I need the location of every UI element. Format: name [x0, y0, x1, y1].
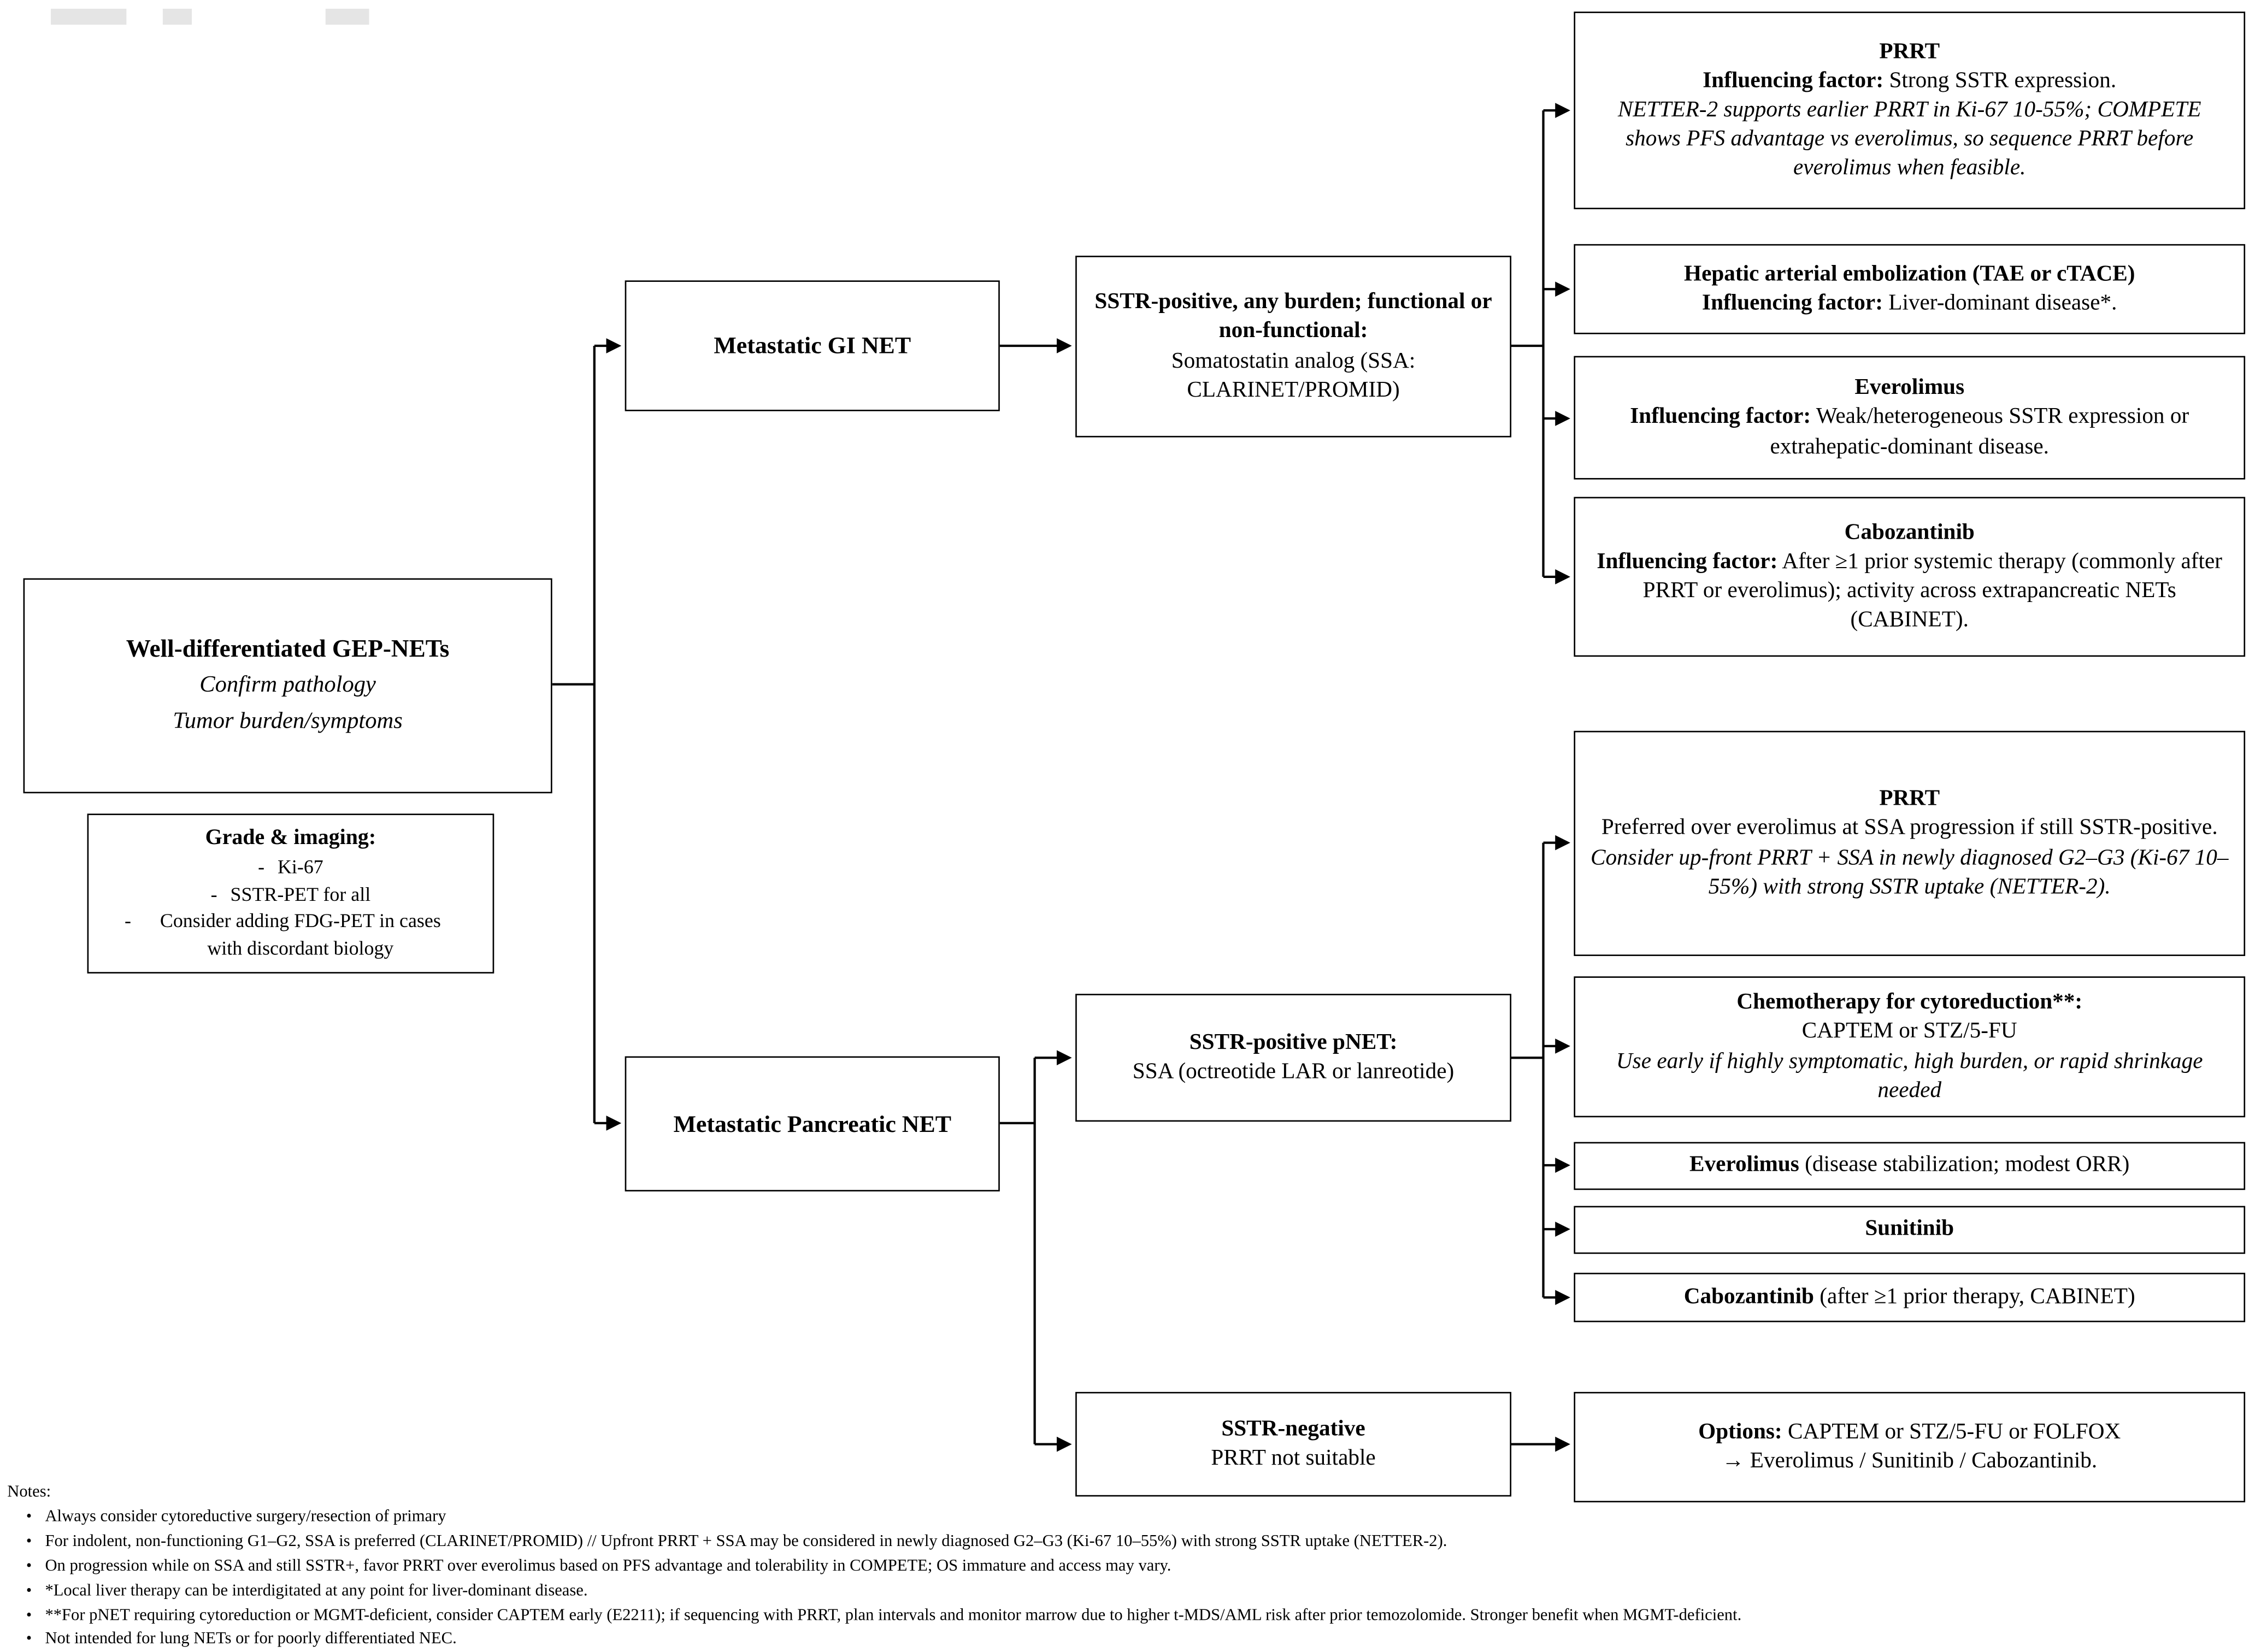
pnet-chemo-title: Chemotherapy for cytoreduction**: — [1736, 989, 2083, 1014]
grade-imaging-title: Grade & imaging: — [205, 827, 376, 851]
pnet-chemo-body: CAPTEM or STZ/5-FU — [1801, 1019, 2017, 1044]
pnet-sunitinib-label: Sunitinib — [1865, 1217, 1954, 1242]
pnet-chemo-note: Use early if highly symptomatic, high burden, or rapid shrinkage needed — [1616, 1048, 2203, 1102]
pnet-outcome-everolimus-box — [1574, 1142, 2245, 1190]
gi-everolimus-factor-line — [1588, 403, 2231, 462]
root-title: Well-differentiated GEP-NETs — [126, 635, 450, 663]
gi-cabozantinib-title: Cabozantinib — [1844, 520, 1975, 545]
gi-everolimus-title: Everolimus — [1854, 375, 1965, 400]
influencing-factor-label: Influencing factor: — [1703, 68, 1884, 93]
bullet-marker: • — [26, 1532, 32, 1550]
root-node-box — [23, 579, 552, 794]
gi-embolization-title: Hepatic arterial embolization (TAE or cTACE) — [1684, 261, 2135, 286]
grade-item-sstr-pet — [211, 882, 371, 909]
note-text: Always consider cytoreductive surgery/resection of primary — [45, 1508, 446, 1526]
gi-outcome-everolimus-box — [1574, 356, 2245, 480]
note-item — [7, 1580, 2252, 1603]
gi-outcome-embolization-box — [1574, 244, 2245, 334]
bullet-marker: • — [26, 1508, 32, 1526]
pnet-sstr-positive-decision-box — [1075, 994, 1511, 1122]
influencing-factor-label: Influencing factor: — [1702, 290, 1883, 316]
notes-label: Notes: — [7, 1483, 51, 1501]
pnet-decision-normal-text: SSA (octreotide LAR or lanreotide) — [1132, 1059, 1455, 1084]
notes-section — [7, 1482, 2252, 1652]
gi-decision-normal-text: Somatostatin analog (SSA: CLARINET/PROMID) — [1171, 347, 1416, 402]
grade-imaging-box — [87, 813, 494, 974]
gi-net-label: Metastatic GI NET — [714, 332, 911, 359]
grade-item-ki67 — [258, 854, 323, 882]
note-item — [7, 1507, 2252, 1529]
sstr-negative-normal-text: PRRT not suitable — [1211, 1446, 1376, 1471]
options-line-1 — [1698, 1418, 2121, 1447]
root-subtitle-pathology: Confirm pathology — [199, 673, 376, 698]
gi-sstr-positive-decision-box — [1075, 256, 1511, 437]
note-text: On progression while on SSA and still SSTR+, favor PRRT over everolimus based on PFS advantage and tolerability in COMPETE; OS immature and access may vary. — [45, 1557, 1171, 1575]
influencing-factor-text: Weak/heterogeneous SSTR expression or extrahepatic-dominant disease. — [1770, 404, 2189, 459]
note-item — [7, 1531, 2252, 1554]
pnet-prrt-body: Preferred over everolimus at SSA progression if still SSTR-positive. — [1601, 816, 2218, 841]
note-item — [7, 1630, 2252, 1652]
pnet-outcome-sunitinib-box — [1574, 1206, 2245, 1254]
pnet-outcome-cabozantinib-box — [1574, 1273, 2245, 1322]
gi-embolization-factor-line — [1702, 289, 2117, 318]
pnet-cabozantinib-bold: Cabozantinib — [1683, 1284, 1814, 1309]
note-item — [7, 1556, 2252, 1578]
pnet-everolimus-rest: (disease stabilization; modest ORR) — [1799, 1153, 2130, 1178]
note-text: **For pNET requiring cytoreduction or MGMT-deficient, consider CAPTEM early (E2211); if sequencing with PRRT, plan intervals and monitor marrow due to higher t-MDS/AML risk after prior temozolomide. Stronger benefit when MGMT-deficient. — [45, 1606, 1742, 1624]
gi-outcome-prrt-box — [1574, 11, 2245, 209]
influencing-factor-text: After ≥1 prior systemic therapy (commonly after PRRT or everolimus); activity across extrapancreatic NETs (CABINET). — [1642, 548, 2223, 633]
sstr-negative-decision-box — [1075, 1392, 1511, 1496]
pnet-prrt-note: Consider up-front PRRT + SSA in newly diagnosed G2–G3 (Ki-67 10–55%) with strong SSTR uptake (NETTER-2). — [1590, 845, 2229, 899]
dash-marker: - — [258, 856, 265, 878]
pnet-everolimus-line — [1689, 1152, 2129, 1181]
bullet-marker: • — [26, 1582, 32, 1600]
grade-item-text: SSTR-PET for all — [230, 883, 371, 905]
pnet-cabozantinib-rest: (after ≥1 prior therapy, CABINET) — [1813, 1284, 2135, 1309]
grade-item-text: Ki-67 — [277, 856, 323, 878]
pnet-prrt-title: PRRT — [1879, 786, 1940, 811]
note-text: For indolent, non-functioning G1–G2, SSA is preferred (CLARINET/PROMID) // Upfront PRRT + SSA may be considered in newly diagnosed G2–G3 (Ki-67 10–55%) with strong SSTR uptake (NETTER-2). — [45, 1532, 1447, 1550]
dash-marker: - — [210, 883, 217, 905]
pnet-outcome-chemotherapy-box — [1574, 976, 2245, 1117]
grade-item-fdg-pet — [125, 908, 457, 963]
pnet-decision-bold-text: SSTR-positive pNET: — [1189, 1030, 1398, 1055]
bullet-marker: • — [26, 1631, 32, 1649]
gi-cabozantinib-factor-line — [1588, 547, 2231, 635]
pnet-outcome-prrt-box — [1574, 731, 2245, 956]
options-regimens: CAPTEM or STZ/5-FU or FOLFOX — [1782, 1419, 2121, 1444]
gi-prrt-factor-line — [1703, 67, 2116, 96]
sstr-negative-bold-text: SSTR-negative — [1221, 1416, 1365, 1441]
pnet-everolimus-bold: Everolimus — [1689, 1153, 1799, 1178]
gi-prrt-title: PRRT — [1879, 38, 1940, 64]
root-subtitle-burden: Tumor burden/symptoms — [173, 709, 403, 734]
note-text: Not intended for lung NETs or for poorly differentiated NEC. — [45, 1631, 457, 1649]
gi-decision-bold-text: SSTR-positive, any burden; functional or non-functional: — [1094, 289, 1492, 344]
influencing-factor-label: Influencing factor: — [1630, 404, 1811, 429]
bullet-marker: • — [26, 1606, 32, 1624]
options-line-2: → Everolimus / Sunitinib / Cabozantinib. — [1722, 1448, 2098, 1473]
gi-prrt-note: NETTER-2 supports earlier PRRT in Ki-67 10-55%; COMPETE shows PFS advantage vs everolimus, so sequence PRRT before everolimus when feasible. — [1617, 97, 2201, 181]
gi-outcome-cabozantinib-box — [1574, 497, 2245, 657]
note-item — [7, 1605, 2252, 1627]
grade-item-text: Consider adding FDG-PET in cases with discordant biology — [160, 910, 441, 959]
pnet-cabozantinib-line — [1684, 1283, 2135, 1312]
metastatic-gi-net-node — [625, 280, 1000, 411]
influencing-factor-text: Liver-dominant disease*. — [1882, 290, 2117, 316]
pnet-label: Metastatic Pancreatic NET — [673, 1110, 952, 1137]
dash-marker: - — [125, 910, 132, 932]
influencing-factor-text: Strong SSTR expression. — [1883, 68, 2117, 93]
metastatic-pancreatic-net-node — [625, 1057, 1000, 1191]
options-label: Options: — [1698, 1419, 1782, 1444]
bullet-marker: • — [26, 1557, 32, 1575]
influencing-factor-label: Influencing factor: — [1597, 548, 1778, 574]
note-text: *Local liver therapy can be interdigitated at any point for liver-dominant disease. — [45, 1582, 588, 1600]
